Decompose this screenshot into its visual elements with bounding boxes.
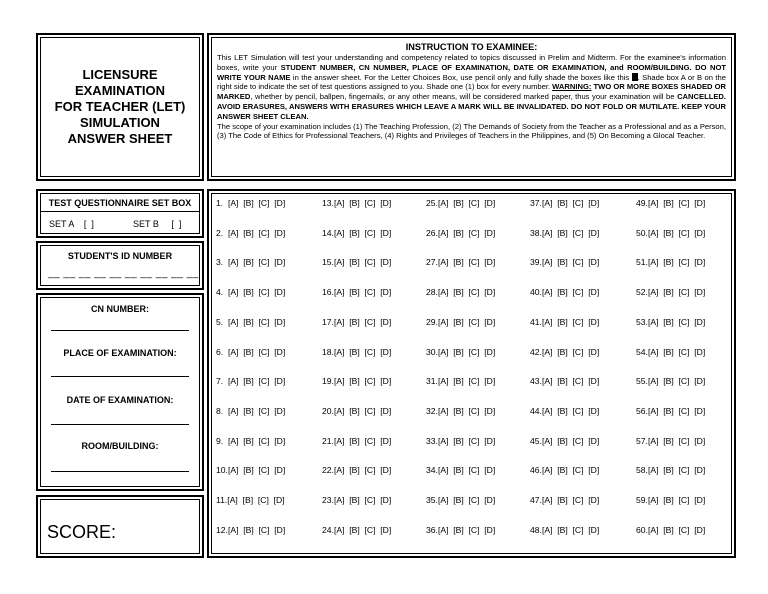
answer-item[interactable]: 49.[A] [B] [C] [D]: [636, 198, 706, 208]
info-box: [36, 293, 204, 491]
date-of-exam-label: DATE OF EXAMINATION:: [66, 395, 174, 405]
sheet-title: LICENSURE EXAMINATION FOR TEACHER (LET) SIMULATION ANSWER SHEET: [54, 67, 186, 146]
room-building-field[interactable]: [51, 471, 189, 472]
answer-item[interactable]: 58.[A] [B] [C] [D]: [636, 465, 706, 476]
answer-item[interactable]: 16.[A] [B] [C] [D]: [322, 287, 392, 298]
score-box: [36, 495, 204, 558]
instruction-scope: The scope of your examination includes (1) The Teaching Profession, (2) The Demands of Society from the Teacher as a Professional and as a Person, (3) The Code of Ethics for Professional Teachers, (4) Rights and Privileges of Teachers in the Philippines, and (5) On Becoming a Glocal Teacher.: [217, 121, 726, 141]
answer-item[interactable]: 30.[A] [B] [C] [D]: [426, 346, 496, 357]
answer-item[interactable]: 22.[A] [B] [C] [D]: [322, 465, 392, 476]
answer-item[interactable]: 24.[A] [B] [C] [D]: [322, 524, 392, 535]
answer-item[interactable]: 29.[A] [B] [C] [D]: [426, 316, 496, 327]
answer-item[interactable]: 1. [A] [B] [C] [D]: [216, 198, 286, 208]
answer-item[interactable]: 34.[A] [B] [C] [D]: [426, 465, 496, 476]
instruction-bold-1: STUDENT NUMBER, CN NUMBER, PLACE OF EXAMINATION, DATE OR EXAMINATION, and ROOM/BUILDING. DO NOT WRITE YOUR NAME: [217, 62, 726, 82]
answer-item[interactable]: 55.[A] [B] [C] [D]: [636, 376, 706, 387]
answer-item[interactable]: 53.[A] [B] [C] [D]: [636, 316, 706, 327]
answer-item[interactable]: 37.[A] [B] [C] [D]: [530, 198, 600, 208]
answer-item[interactable]: 23.[A] [B] [C] [D]: [322, 495, 392, 505]
answer-item[interactable]: 43.[A] [B] [C] [D]: [530, 376, 600, 387]
room-building-label: ROOM/BUILDING:: [81, 441, 159, 451]
answer-item[interactable]: 35.[A] [B] [C] [D]: [426, 495, 496, 505]
instruction-body: [217, 53, 726, 122]
title-inner: [40, 37, 200, 177]
answer-item[interactable]: 21.[A] [B] [C] [D]: [322, 435, 392, 446]
answer-item[interactable]: 26.[A] [B] [C] [D]: [426, 227, 496, 238]
answer-item[interactable]: 32.[A] [B] [C] [D]: [426, 405, 496, 416]
instruction-inner: [211, 37, 732, 177]
answer-item[interactable]: 15.[A] [B] [C] [D]: [322, 257, 392, 268]
instruction-heading: INSTRUCTION TO EXAMINEE:: [405, 42, 538, 52]
instruction-box: [207, 33, 736, 181]
instruction-text-2: in the answer sheet. For the Letter Choices Box, use pencil only and fully shade the boxes like this: [290, 72, 632, 82]
id-inner: [40, 245, 200, 290]
answer-item[interactable]: 14.[A] [B] [C] [D]: [322, 227, 392, 238]
score-inner: [40, 499, 200, 554]
answer-item[interactable]: 9. [A] [B] [C] [D]: [216, 435, 286, 446]
answers-box: [207, 189, 736, 558]
id-box-title: STUDENT'S ID NUMBER: [67, 251, 173, 261]
cn-number-label: CN NUMBER:: [91, 304, 149, 314]
answer-item[interactable]: 45.[A] [B] [C] [D]: [530, 435, 600, 446]
answer-item[interactable]: 3. [A] [B] [C] [D]: [216, 257, 286, 268]
id-box: [36, 241, 204, 290]
answer-item[interactable]: 56.[A] [B] [C] [D]: [636, 405, 706, 416]
instruction-text-3: . Shade box A or B on the right side to indicate the set of test questions assigned to you. Shade one (1) box for every number.: [217, 72, 726, 92]
answer-item[interactable]: 11.[A] [B] [C] [D]: [216, 495, 285, 505]
answer-item[interactable]: 18.[A] [B] [C] [D]: [322, 346, 392, 357]
answer-item[interactable]: 31.[A] [B] [C] [D]: [426, 376, 496, 387]
title-box: [36, 33, 204, 181]
answer-item[interactable]: 6. [A] [B] [C] [D]: [216, 346, 286, 357]
answer-item[interactable]: 59.[A] [B] [C] [D]: [636, 495, 706, 505]
answer-item[interactable]: 25.[A] [B] [C] [D]: [426, 198, 496, 208]
place-of-exam-field[interactable]: [51, 376, 189, 377]
set-divider: [41, 211, 199, 212]
answer-item[interactable]: 4. [A] [B] [C] [D]: [216, 287, 286, 298]
answer-item[interactable]: 44.[A] [B] [C] [D]: [530, 405, 600, 416]
answer-item[interactable]: 50.[A] [B] [C] [D]: [636, 227, 706, 238]
score-label: SCORE:: [47, 522, 117, 542]
instruction-warning: WARNING:: [552, 82, 592, 92]
set-b-option[interactable]: SET B [ ]: [133, 219, 182, 229]
set-box-title: TEST QUESTIONNAIRE SET BOX: [48, 198, 192, 208]
date-of-exam-field[interactable]: [51, 424, 189, 425]
cn-number-field[interactable]: [51, 330, 189, 331]
answer-item[interactable]: 27.[A] [B] [C] [D]: [426, 257, 496, 268]
answer-item[interactable]: 60.[A] [B] [C] [D]: [636, 524, 706, 535]
place-of-exam-label: PLACE OF EXAMINATION:: [63, 348, 177, 358]
answer-item[interactable]: 54.[A] [B] [C] [D]: [636, 346, 706, 357]
set-a-option[interactable]: SET A [ ]: [49, 219, 94, 229]
answer-item[interactable]: 40.[A] [B] [C] [D]: [530, 287, 600, 298]
answer-item[interactable]: 2. [A] [B] [C] [D]: [216, 227, 286, 238]
answer-item[interactable]: 28.[A] [B] [C] [D]: [426, 287, 496, 298]
answer-item[interactable]: 19.[A] [B] [C] [D]: [322, 376, 392, 387]
set-inner: [40, 193, 200, 234]
instruction-bold-2: TWO OR MORE BOXES SHADED OR MARKED: [217, 82, 726, 102]
answer-item[interactable]: 38.[A] [B] [C] [D]: [530, 227, 600, 238]
answer-item[interactable]: 57.[A] [B] [C] [D]: [636, 435, 706, 446]
answer-item[interactable]: 5. [A] [B] [C] [D]: [216, 316, 286, 327]
answer-item[interactable]: 46.[A] [B] [C] [D]: [530, 465, 600, 476]
answer-item[interactable]: 13.[A] [B] [C] [D]: [322, 198, 392, 208]
answer-item[interactable]: 36.[A] [B] [C] [D]: [426, 524, 496, 535]
answer-item[interactable]: 39.[A] [B] [C] [D]: [530, 257, 600, 268]
answer-item[interactable]: 41.[A] [B] [C] [D]: [530, 316, 600, 327]
answer-item[interactable]: 7. [A] [B] [C] [D]: [216, 376, 286, 387]
answer-item[interactable]: 47.[A] [B] [C] [D]: [530, 495, 600, 505]
instruction-text-4: , whether by pencil, ballpen, fingernails, or any other means, will be considered marked paper, thus your examination will be: [250, 92, 678, 102]
answer-item[interactable]: 20.[A] [B] [C] [D]: [322, 405, 392, 416]
answers-inner: [211, 193, 732, 554]
answer-item[interactable]: 42.[A] [B] [C] [D]: [530, 346, 600, 357]
answer-item[interactable]: 48.[A] [B] [C] [D]: [530, 524, 600, 535]
answer-item[interactable]: 12.[A] [B] [C] [D]: [216, 524, 286, 535]
set-box: [36, 189, 204, 238]
answer-item[interactable]: 17.[A] [B] [C] [D]: [322, 316, 392, 327]
answer-item[interactable]: 51.[A] [B] [C] [D]: [636, 257, 706, 268]
answer-item[interactable]: 52.[A] [B] [C] [D]: [636, 287, 706, 298]
info-inner: [40, 297, 200, 487]
id-number-field[interactable]: __ __ __ __ __ __ __ __ __ __ __: [48, 268, 199, 290]
answer-item[interactable]: 8. [A] [B] [C] [D]: [216, 405, 286, 416]
answer-item[interactable]: 10.[A] [B] [C] [D]: [216, 465, 286, 476]
instruction-bold-3: CANCELLED. AVOID ERASURES, ANSWERS WITH ERASURES WHICH LEAVE A MARK WILL BE INVALIDATED. DO NOT FOLD OR MUTILATE. KEEP YOUR ANSWER SHEET CLEAN.: [217, 92, 726, 121]
instruction-text-1: This LET Simulation will test your understanding and competency related to topics discussed in Prelim and Midterm. For the examinee's information boxes, write your: [217, 53, 726, 72]
answer-item[interactable]: 33.[A] [B] [C] [D]: [426, 435, 496, 446]
